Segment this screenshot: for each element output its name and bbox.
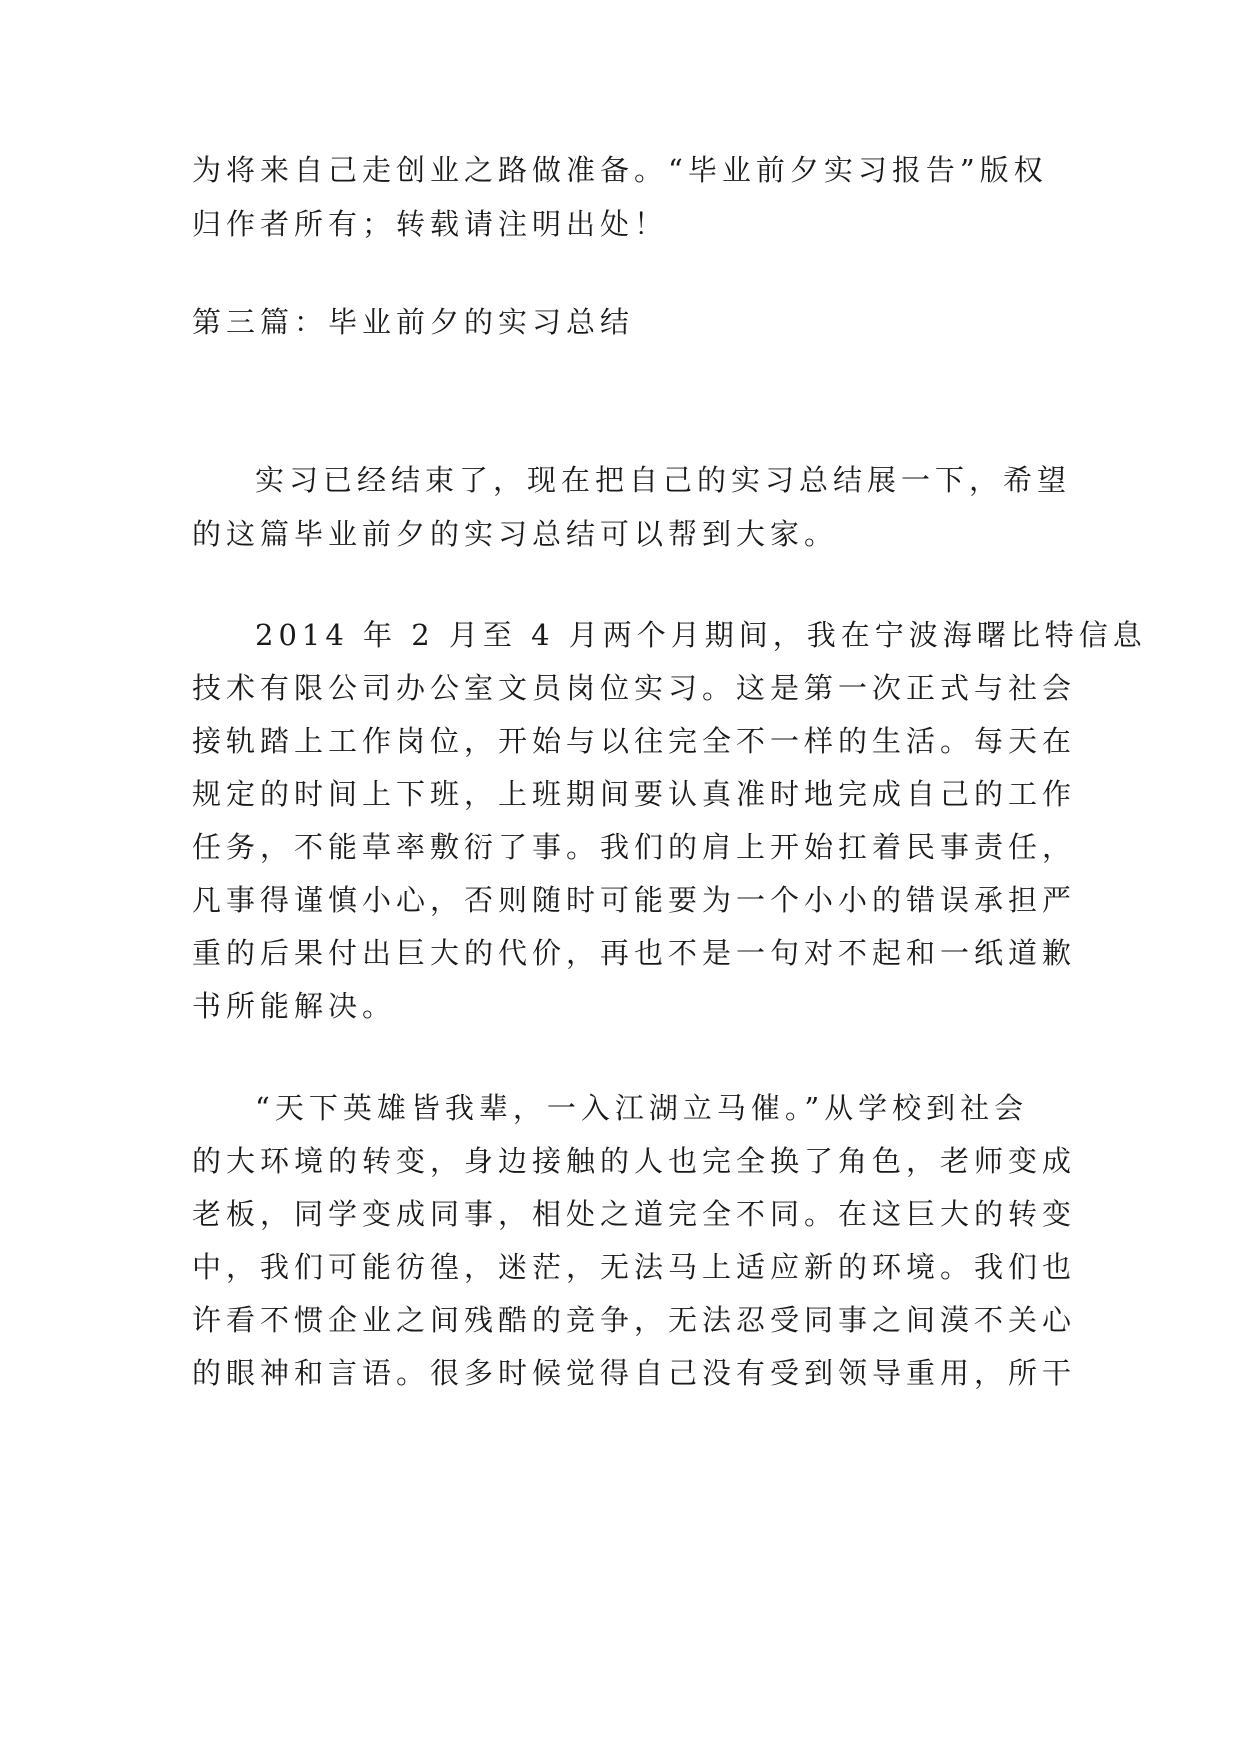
intro-line-2: 归作者所有；转载请注明出处！	[192, 207, 669, 241]
paragraph1-line-2: 的这篇毕业前夕的实习总结可以帮到大家。	[192, 517, 839, 551]
paragraph2-line-3: 接轨踏上工作岗位，开始与以往完全不一样的生活。每天在	[192, 724, 1077, 758]
paragraph2-line-6: 凡事得谨慎小心，否则随时可能要为一个小小的错误承担严	[192, 883, 1077, 917]
paragraph3-line-3: 老板，同学变成同事，相处之道完全不同。在这巨大的转变	[192, 1197, 1077, 1231]
paragraph3-line-2: 的大环境的转变，身边接触的人也完全换了角色，老师变成	[192, 1144, 1077, 1178]
paragraph2-line-7: 重的后果付出巨大的代价，再也不是一句对不起和一纸道歉	[192, 936, 1077, 970]
paragraph3-line-5: 许看不惯企业之间残酷的竞争，无法忍受同事之间漠不关心	[192, 1303, 1077, 1337]
paragraph2-line-8: 书所能解决。	[192, 989, 397, 1023]
paragraph2-line-1: 2014 年 2 月至 4 月两个月期间，我在宁波海曙比特信息	[255, 618, 1147, 652]
paragraph1-line-1: 实习已经结束了，现在把自己的实习总结展一下，希望	[255, 463, 1072, 497]
paragraph3-line-1: “天下英雄皆我辈，一入江湖立马催。”从学校到社会	[255, 1091, 1029, 1125]
paragraph2-line-4: 规定的时间上下班，上班期间要认真准时地完成自己的工作	[192, 777, 1077, 811]
intro-line-1: 为将来自己走创业之路做准备。“毕业前夕实习报告”版权	[192, 153, 1048, 187]
paragraph2-line-5: 任务，不能草率敷衍了事。我们的肩上开始扛着民事责任，	[192, 830, 1077, 864]
paragraph2-line-2: 技术有限公司办公室文员岗位实习。这是第一次正式与社会	[192, 671, 1077, 705]
section-title: 第三篇：毕业前夕的实习总结	[192, 305, 635, 339]
paragraph3-line-4: 中，我们可能彷徨，迷茫，无法马上适应新的环境。我们也	[192, 1250, 1077, 1284]
paragraph3-line-6: 的眼神和言语。很多时候觉得自己没有受到领导重用，所干	[192, 1356, 1077, 1390]
